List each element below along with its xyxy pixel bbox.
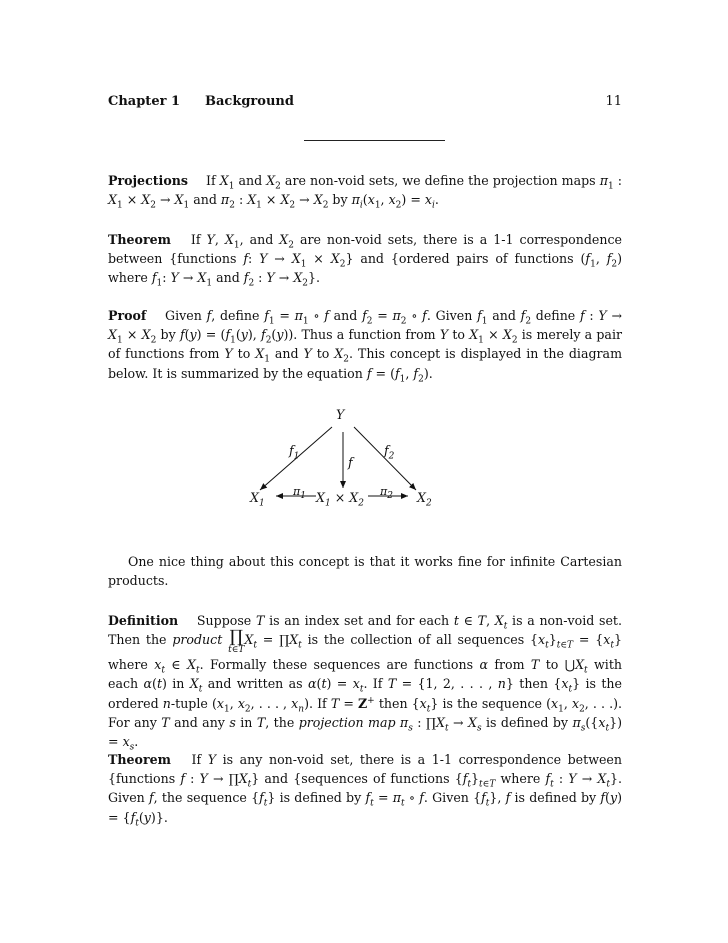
node-x1-text: X: [250, 490, 259, 505]
diagram-label-f1: $f_1$: [289, 443, 300, 462]
page-header: [108, 92, 622, 112]
diagram-label-f2: $f_2$: [384, 443, 395, 462]
label-f1-text: f: [289, 443, 294, 458]
page-number: 11: [605, 94, 622, 109]
chapter-label: Chapter 1: [108, 94, 181, 109]
chapter-title: Background: [205, 94, 294, 109]
arrow-f2: [354, 427, 416, 490]
diagram-node-y: [336, 408, 344, 422]
section-divider: [304, 140, 445, 141]
definition-paragraph: Definition Suppose T is an index set and for each t ∈ T, $X_t$ is a non-void set. Then the product ∏ t∈T $X_t$ = $\prod X_t$ is the collection of all sequences $\{x_t\}_{t\in T} = \{x_t\}$ where $x_t$ ∈ $X_t$. Formally these sequences are functions α from T to $⋃X_t$ with each α(t) in $X_t$ and written as $\alpha(t) = x_t$. If T = {1, 2, . . . , n} then $\{x_t\}$ is the ordered n-tuple ($x_1$, $x_2$, . . . , $x_n$). If T = Z+ then $\{x_t\}$ is the sequence ($x_1$, $x_2$, . . .). For any T and any s in T, the projection map $\pi_s$ : $\prod X_t \to X_s$ is defined by $\pi_s(\{x_t\}) = x_s$.: [108, 613, 623, 753]
proof-paragraph: Proof Given f, define $f_1 = \pi_1$ ∘ f and $f_2 = \pi_2$ ∘ f. Given $f_1$ and $f_2$ define f : $Y \to X_1 \times X_2$ by $f(y) = (f_1(y)$, $f_2(y)$). Thus a function from Y to $X_1 \times X_2$ is merely a pair of functions from Y to $X_1$ and Y to $X_2$. This concept is displayed in the diagram below. It is summarized by the equation $f = (f_1$, $f_2$).: [108, 308, 623, 385]
label-pi2-text: π: [380, 485, 388, 498]
diagram-node-product: $X_1 \times X_2$: [316, 490, 364, 509]
diagram-node-x2: $X_2$: [417, 490, 432, 509]
diagram-label-f: [348, 456, 353, 470]
projections-paragraph: Projections If $X_1$ and $X_2$ are non-void sets, we define the projection maps $\pi_1$ : $X_1 \times X_2 \to X_1$ and $\pi_2$ : $X_1 \times X_2 \to X_2$ by $\pi_i(x_1$, $x_2) = x_i$.: [108, 173, 623, 211]
node-product-text: X: [316, 490, 325, 505]
theorem-2-label: Theorem: [108, 752, 171, 767]
node-y-text: Y: [336, 407, 345, 422]
diagram-node-x1: $X_1$: [250, 490, 265, 509]
definition-label: Definition: [108, 613, 179, 628]
projections-label: Projections: [108, 173, 188, 188]
node-x2-text: X: [417, 490, 426, 505]
remark-paragraph: One nice thing about this concept is that it works fine for infinite Cartesian products.: [108, 554, 622, 589]
theorem-2-paragraph: Theorem If Y is any non-void set, there is a 1-1 correspondence between {functions f : $Y \to \prod X_t$} and {sequences of functions $\{f_t\}_{t\in T}$ where $f_t$ : $Y \to X_t$}. Given f, the sequence $\{f_t\}$ is defined by $f_t = \pi_t$ ∘ f. Given $\{f_t\}$, f is defined by $f(y) = \{f_t(y)\}$.: [108, 752, 623, 829]
proof-label: Proof: [108, 308, 147, 323]
theorem-1-label: Theorem: [108, 232, 171, 247]
diagram-label-pi2: $\pi_2$: [380, 485, 393, 502]
label-f2-text: f: [384, 443, 389, 458]
product-symbol: ∏ t∈T: [228, 627, 245, 656]
commutative-diagram: [240, 400, 480, 520]
theorem-1-paragraph: Theorem If Y, $X_1$, and $X_2$ are non-void sets, there is a 1-1 correspondence between {functions f: $Y \to X_1 \times X_2$} and {ordered pairs of functions ($f_1$, $f_2$) where $f_1$: $Y \to X_1$ and $f_2$ : $Y \to X_2$}.: [108, 232, 623, 289]
label-f-text: f: [348, 455, 353, 470]
label-pi1-text: π: [293, 485, 301, 498]
diagram-label-pi1: $\pi_1$: [293, 485, 306, 502]
